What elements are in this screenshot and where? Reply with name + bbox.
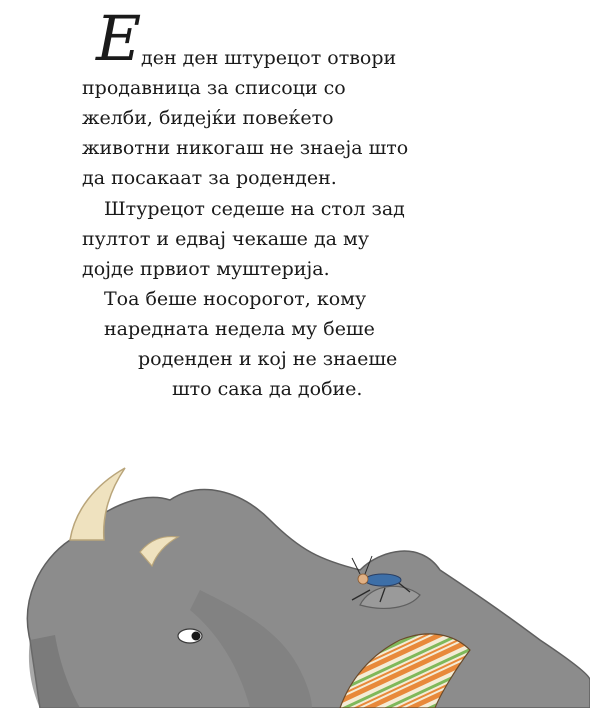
rhino-body <box>27 490 590 708</box>
story-line-3: желби, бидејќи повеќето <box>82 107 334 129</box>
story-line-1: ден ден штурецот отвори <box>141 47 397 69</box>
story-line-11: роденден и кој не знаеше <box>138 348 398 370</box>
rhino-eye <box>178 629 202 643</box>
story-line-5: да посакаат за роденден. <box>82 167 337 189</box>
story-line-9: Тоа беше носорогот, кому <box>104 288 367 310</box>
story-line-12: што сака да добие. <box>172 378 363 400</box>
drop-cap-letter: Е <box>96 2 142 75</box>
rhino-illustration <box>0 440 590 708</box>
story-line-4: животни никогаш не знаеја што <box>82 137 409 159</box>
story-line-6: Штурецот седеше на стол зад <box>104 198 405 220</box>
story-line-7: пултот и едвај чекаше да му <box>82 228 369 250</box>
story-line-8: дојде првиот муштерија. <box>82 258 330 280</box>
story-line-2: продавница за списоци со <box>82 77 346 99</box>
story-line-10: наредната недела му беше <box>104 318 375 340</box>
